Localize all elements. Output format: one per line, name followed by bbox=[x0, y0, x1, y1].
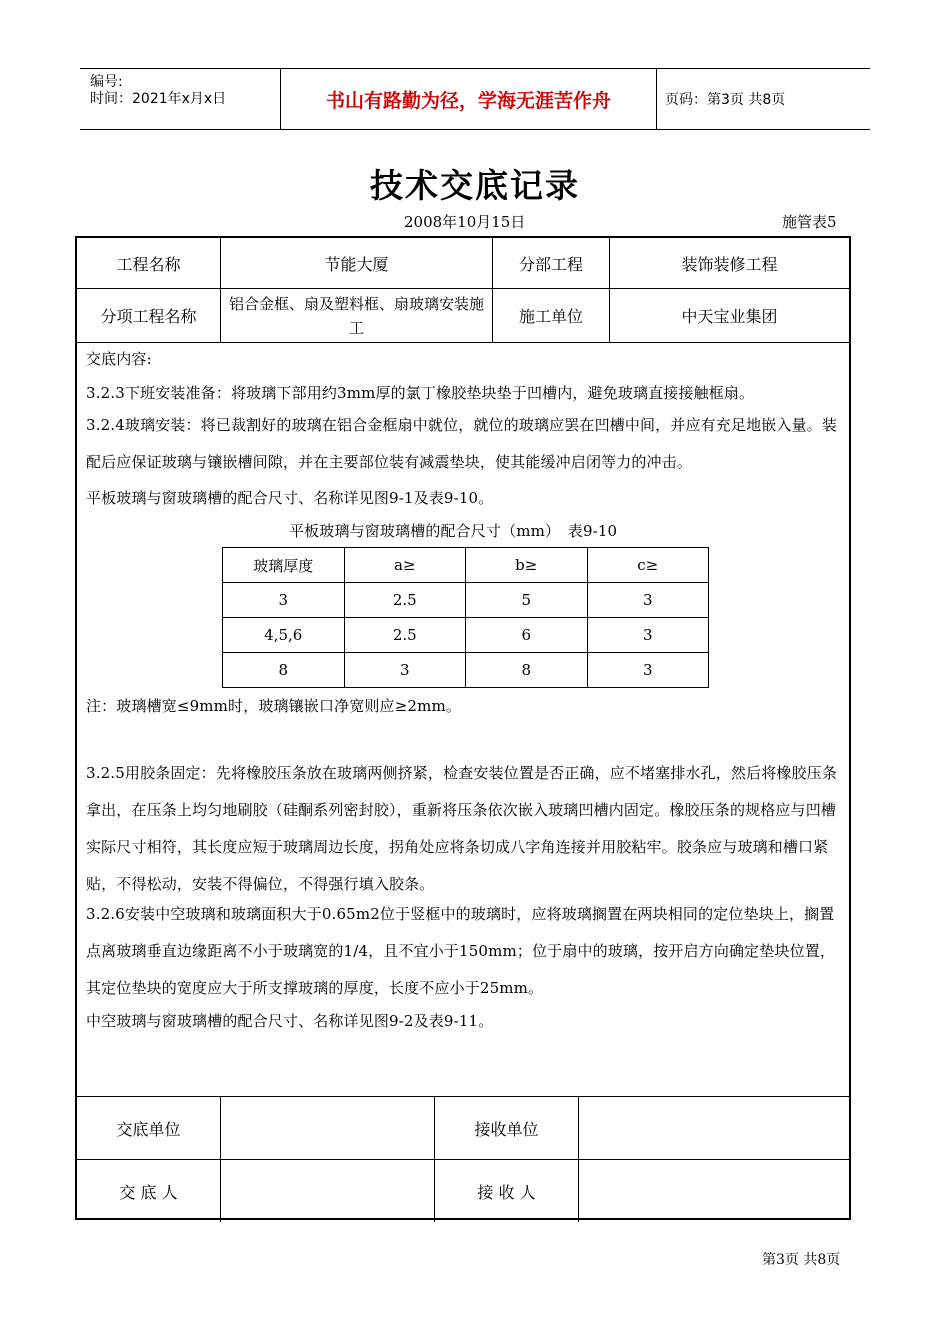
form-number: 施管表5 bbox=[782, 213, 837, 231]
table-note: 注：玻璃槽宽≤9mm时，玻璃镶嵌口净宽则应≥2mm。 bbox=[86, 697, 462, 715]
content-paragraph: 平板玻璃与窗玻璃槽的配合尺寸、名称详见图9-1及表9-10。 bbox=[86, 489, 494, 507]
table-cell: 3 bbox=[587, 653, 709, 688]
table-cell: 3 bbox=[587, 583, 709, 618]
signature-row-units bbox=[77, 1097, 849, 1160]
issuer-unit-value[interactable] bbox=[220, 1097, 434, 1159]
table-cell: 2.5 bbox=[344, 583, 466, 618]
receiver-signature[interactable] bbox=[578, 1160, 849, 1222]
table-cell: 3 bbox=[223, 583, 345, 618]
table-header-cell: c≥ bbox=[587, 548, 709, 583]
division-label: 分部工程 bbox=[492, 238, 609, 288]
table-cell: 3 bbox=[587, 618, 709, 653]
content-heading: 交底内容: bbox=[86, 350, 152, 368]
contractor-label: 施工单位 bbox=[492, 289, 609, 342]
table-cell: 3 bbox=[344, 653, 466, 688]
record-date: 2008年10月15日 bbox=[404, 213, 526, 231]
table-caption: 平板玻璃与窗玻璃槽的配合尺寸（mm） 表9-10 bbox=[289, 522, 618, 540]
project-name-value: 节能大厦 bbox=[220, 238, 492, 288]
subitem-value: 铝合金框、扇及塑料框、扇玻璃安装施工 bbox=[220, 289, 492, 342]
info-row-1 bbox=[77, 238, 849, 289]
content-paragraph: 3.2.4玻璃安装：将已裁割好的玻璃在铝合金框扇中就位，就位的玻璃应罢在凹槽中间，并应有充足地嵌入量。装配后应保证玻璃与镶嵌槽间隙，并在主要部位装有减震垫块，使其能缓冲启闭等力的冲击。 bbox=[86, 416, 837, 471]
project-name-label: 工程名称 bbox=[116, 254, 181, 274]
content-paragraph: 3.2.5用胶条固定：先将橡胶压条放在玻璃两侧挤紧，检查安装位置是否正确，应不堵塞排水孔，然后将橡胶压条拿出，在压条上均匀地刷胶（硅酮系列密封胶），重新将压条依次嵌入玻璃凹槽内固定。橡胶压条的规格应与凹槽实际尺寸相符，其长度应短于玻璃周边长度，拐角处应将条切成八字角连接并用胶粘牢。胶条应与玻璃和槽口紧贴，不得松动，安装不得偏位，不得强行填入胶条。 bbox=[86, 764, 837, 893]
header-page-info: 页码：第3页 共8页 bbox=[665, 92, 786, 108]
subitem-label: 分项工程名称 bbox=[100, 307, 197, 326]
receiver-label: 接 收 人 bbox=[434, 1160, 578, 1222]
header-motto-cell bbox=[280, 69, 657, 129]
record-form bbox=[75, 236, 851, 1220]
receiver-unit-value[interactable] bbox=[578, 1097, 849, 1159]
table-row bbox=[223, 653, 709, 688]
division-value: 装饰装修工程 bbox=[609, 238, 849, 288]
table-cell: 4,5,6 bbox=[223, 618, 345, 653]
header-meta bbox=[80, 69, 280, 129]
table-header-row bbox=[223, 548, 709, 583]
page-title: 技术交底记录 bbox=[370, 166, 580, 205]
time-label: 时间：2021年x月x日 bbox=[90, 91, 227, 107]
page-header bbox=[80, 68, 870, 130]
table-row bbox=[223, 618, 709, 653]
content-paragraph: 中空玻璃与窗玻璃槽的配合尺寸、名称详见图9-2及表9-11。 bbox=[86, 1012, 494, 1030]
table-row bbox=[223, 583, 709, 618]
table-cell: 8 bbox=[466, 653, 588, 688]
content-paragraph: 3.2.3下班安装准备：将玻璃下部用约3mm厚的氯丁橡胶垫块垫于凹槽内，避免玻璃直接接触框扇。 bbox=[86, 384, 755, 402]
table-cell: 6 bbox=[466, 618, 588, 653]
header-page-cell bbox=[655, 69, 870, 129]
table-cell: 5 bbox=[466, 583, 588, 618]
signature-row-persons bbox=[77, 1160, 849, 1222]
contractor-value: 中天宝业集团 bbox=[609, 289, 849, 342]
serial-label: 编号: bbox=[90, 74, 123, 90]
table-cell: 8 bbox=[223, 653, 345, 688]
signature-section bbox=[77, 1096, 849, 1202]
receiver-unit-label: 接收单位 bbox=[434, 1097, 578, 1159]
table-header-cell: b≥ bbox=[466, 548, 588, 583]
motto: 书山有路勤为径，学海无涯苦作舟 bbox=[325, 89, 611, 112]
issuer-unit-label: 交底单位 bbox=[116, 1119, 181, 1139]
table-cell: 2.5 bbox=[344, 618, 466, 653]
glass-groove-table bbox=[222, 547, 709, 688]
content-paragraph: 3.2.6安装中空玻璃和玻璃面积大于0.65m2位于竖框中的玻璃时，应将玻璃搁置在两块相同的定位垫块上，搁置点离玻璃垂直边缘距离不小于玻璃宽的1/4，且不宜小于150mm；位于扇中的玻璃，按开启方向确定垫块位置，其定位垫块的宽度应大于所支撑玻璃的厚度，长度不应小于25mm。 bbox=[86, 905, 836, 997]
page-number: 第3页 共8页 bbox=[762, 1252, 841, 1268]
info-row-2 bbox=[77, 289, 849, 343]
issuer-label: 交 底 人 bbox=[119, 1182, 178, 1202]
issuer-signature[interactable] bbox=[220, 1160, 434, 1222]
table-header-cell: 玻璃厚度 bbox=[223, 548, 345, 583]
table-header-cell: a≥ bbox=[344, 548, 466, 583]
